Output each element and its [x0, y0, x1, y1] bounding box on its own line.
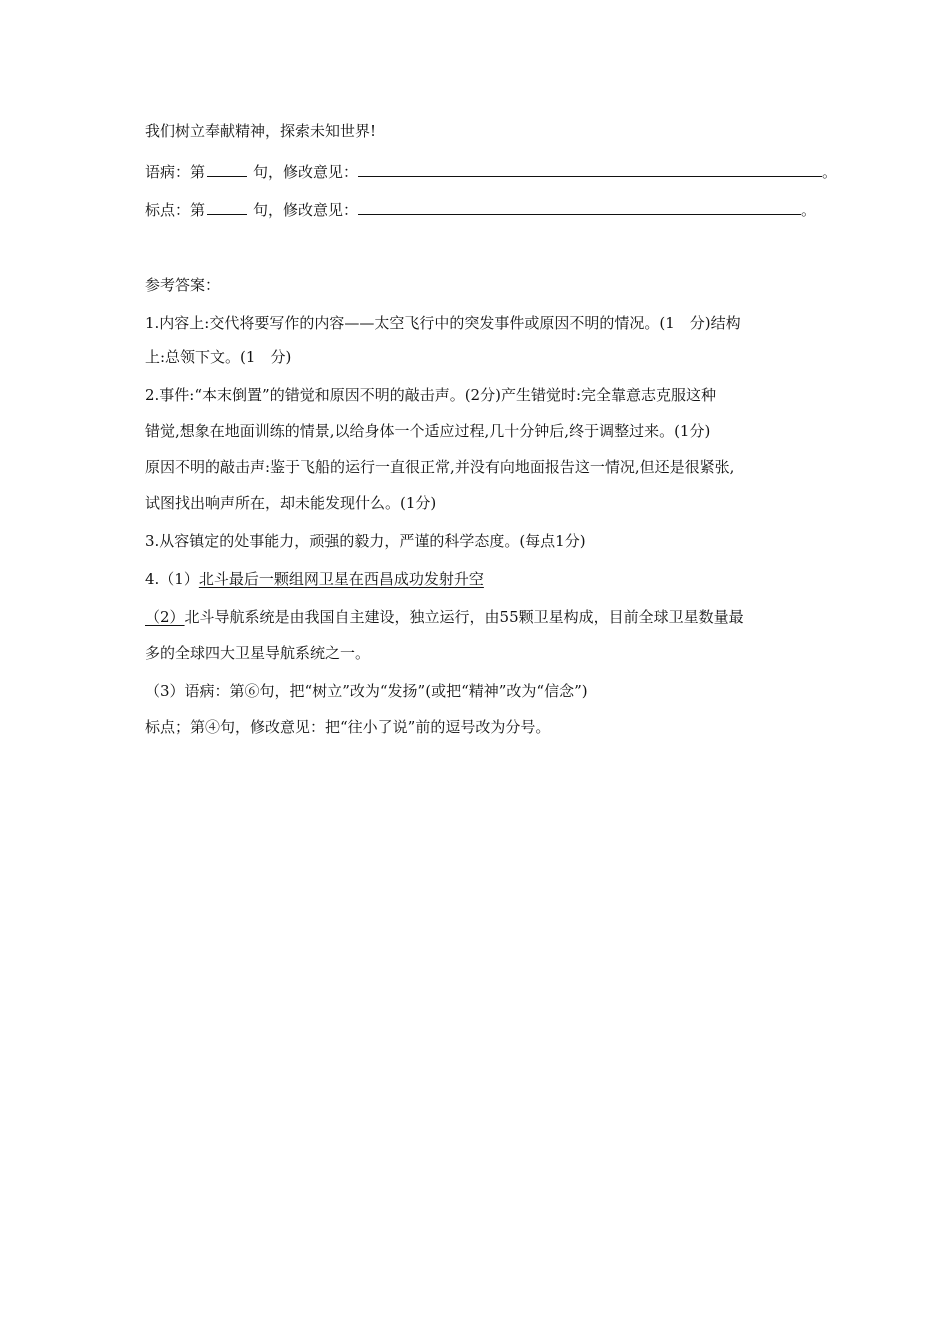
answer-4-part-1	[145, 570, 484, 589]
grammar-suggestion-blank[interactable]	[358, 162, 822, 177]
grammar-end: 。	[822, 163, 838, 181]
answers-heading: 参考答案：	[145, 276, 221, 294]
answer-1-line-2: 上:总领下文。(1 分)	[145, 348, 292, 366]
grammar-error-line	[145, 162, 837, 181]
answer-4-2-text: 北斗导航系统是由我国自主建设，独立运行，由55颗卫星构成，目前全球卫星数量最	[184, 608, 744, 626]
punctuation-end: 。	[801, 201, 817, 219]
answer-4-part-4: 标点；第④句，修改意见：把“往小了说”前的逗号改为分号。	[145, 718, 551, 736]
punctuation-line	[145, 200, 816, 219]
grammar-label: 语病：第	[145, 163, 206, 181]
grammar-sentence-blank[interactable]	[207, 162, 247, 177]
answer-2-line-1: 2.事件:“本末倒置”的错觉和原因不明的敲击声。(2分)产生错觉时:完全靠意志克服这种	[145, 386, 717, 404]
punctuation-sentence-blank[interactable]	[207, 200, 247, 215]
punctuation-suggestion-blank[interactable]	[358, 200, 801, 215]
answer-4-part-3: （3）语病：第⑥句，把“树立”改为“发扬”(或把“精神”改为“信念”)	[145, 682, 588, 700]
answer-4-1-text: 北斗最后一颗组网卫星在西昌成功发射升空	[198, 570, 484, 588]
punctuation-label: 标点：第	[145, 201, 206, 219]
grammar-mid-label: 句，修改意见：	[253, 163, 359, 181]
answer-4-part-2-line-2: 多的全球四大卫星导航系统之一。	[145, 644, 371, 662]
answer-2-line-2: 错觉,想象在地面训练的情景,以给身体一个适应过程,几十分钟后,终于调整过来。(1分)	[145, 422, 711, 440]
answer-3: 3.从容镇定的处事能力，顽强的毅力，严谨的科学态度。(每点1分)	[145, 532, 586, 550]
exercise-sentence: 我们树立奉献精神，探索未知世界!	[145, 122, 377, 140]
answer-4-prefix: 4.（1）	[145, 570, 199, 588]
punctuation-mid-label: 句，修改意见：	[253, 201, 359, 219]
answer-4-part-2-line-1	[145, 608, 744, 627]
answer-4-2-number: （2）	[145, 608, 185, 626]
answer-1-line-1: 1.内容上:交代将要写作的内容——太空飞行中的突发事件或原因不明的情况。(1 分)结构	[145, 314, 741, 332]
answer-2-line-4: 试图找出响声所在，却未能发现什么。(1分)	[145, 494, 437, 512]
answer-2-line-3: 原因不明的敲击声:鉴于飞船的运行一直很正常,并没有向地面报告这一情况,但还是很紧张,	[145, 458, 735, 476]
